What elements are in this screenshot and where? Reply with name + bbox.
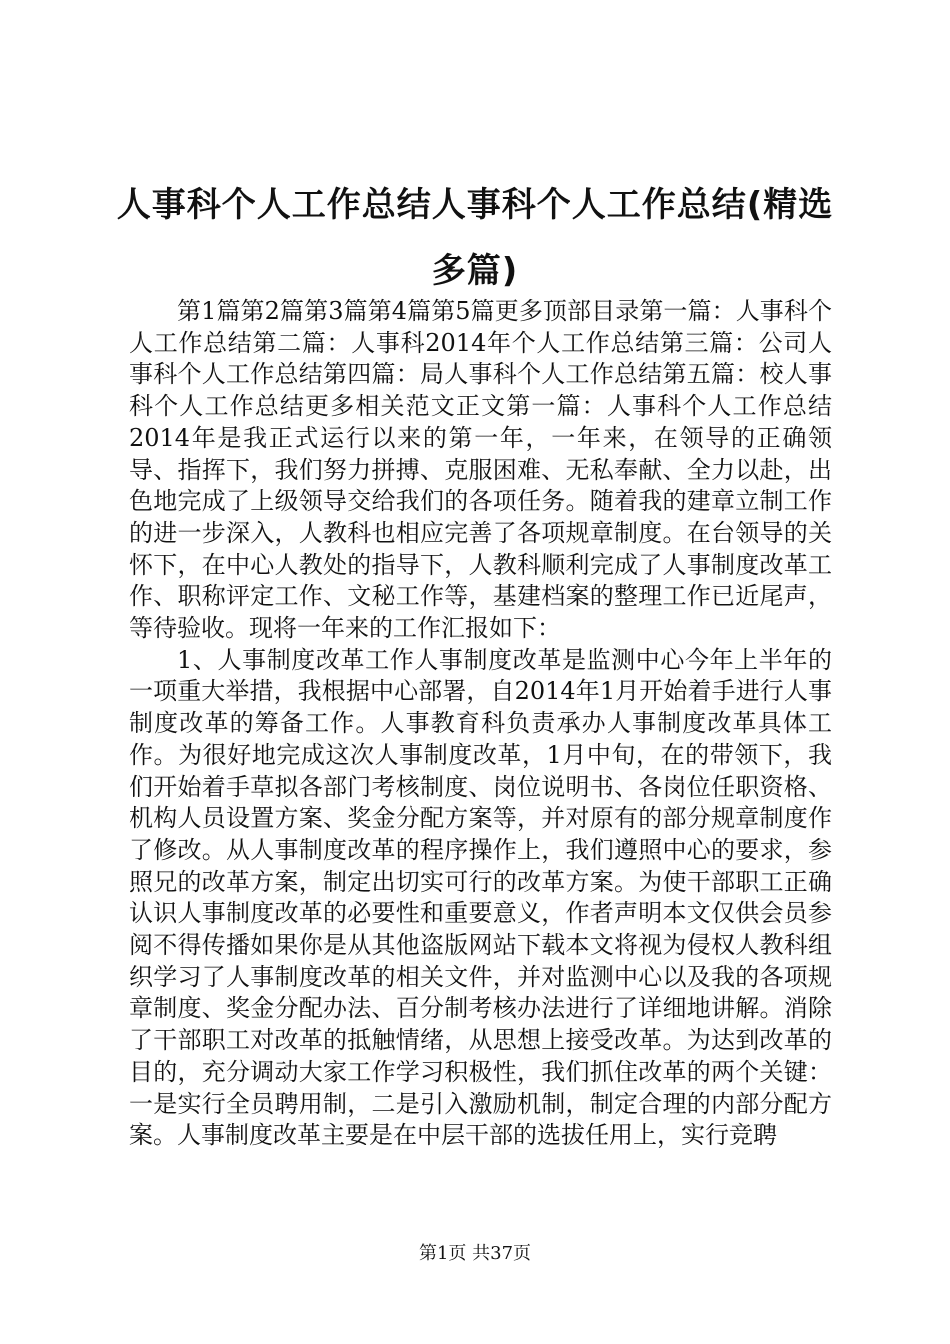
body-paragraph-1: 第1篇第2篇第3篇第4篇第5篇更多顶部目录第一篇：人事科个人工作总结第二篇：人事科2014年个人工作总结第三篇：公司人事科个人工作总结第四篇：局人事科个人工作总结第五篇：校人事科个人工作总结更多相关范文正文第一篇：人事科个人工作总结2014年是我正式运行以来的第一年，一年来，在领导的正确领导、指挥下，我们努力拼搏、克服困难、无私奉献、全力以赴，出色地完成了上级领导交给我们的各项任务。随着我的建章立制工作的进一步深入，人教科也相应完善了各项规章制度。在台领导的关怀下，在中心人教处的指导下，人教科顺利完成了人事制度改革工作、职称评定工作、文秘工作等，基建档案的整理工作已近尾声，等待验收。现将一年来的工作汇报如下：: [129, 297, 832, 643]
document-body: [129, 296, 832, 1152]
body-paragraph-2: 1、人事制度改革工作人事制度改革是监测中心今年上半年的一项重大举措，我根据中心部署，自2014年1月开始着手进行人事制度改革的筹备工作。人事教育科负责承办人事制度改革具体工作。为很好地完成这次人事制度改革，1月中旬，在的带领下，我们开始着手草拟各部门考核制度、岗位说明书、各岗位任职资格、机构人员设置方案、奖金分配方案等，并对原有的部分规章制度作了修改。从人事制度改革的程序操作上，我们遵照中心的要求，参照兄的改革方案，制定出切实可行的改革方案。为使干部职工正确认识人事制度改革的必要性和重要意义，作者声明本文仅供会员参阅不得传播如果你是从其他盗版网站下载本文将视为侵权人教科组织学习了人事制度改革的相关文件，并对监测中心以及我的各项规章制度、奖金分配办法、百分制考核办法进行了详细地讲解。消除了干部职工对改革的抵触情绪，从思想上接受改革。为达到改革的目的，充分调动大家工作学习积极性，我们抓住改革的两个关键：一是实行全员聘用制，二是引入激励机制，制定合理的内部分配方案。人事制度改革主要是在中层干部的选拔任用上，实行竞聘: [129, 645, 832, 1150]
document-title: 人事科个人工作总结人事科个人工作总结(精选多篇): [116, 185, 834, 291]
page-footer: 第1页 共37页: [418, 1243, 532, 1264]
